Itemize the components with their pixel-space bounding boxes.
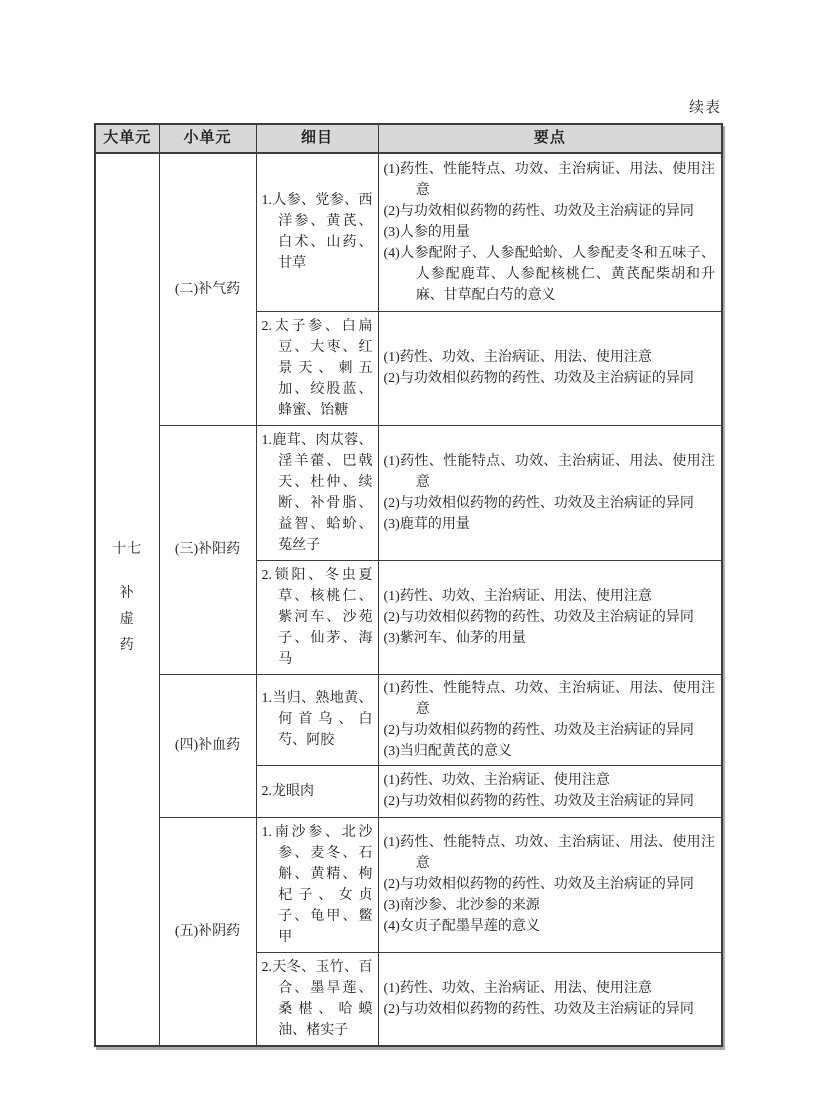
cell-points: (1)药性、性能特点、功效、主治病证、用法、使用注意 (2)与功效相似药物的药性、功效及主治病证的异同 (3)当归配黄芪的意义 (378, 674, 722, 765)
header-item: 细目 (256, 124, 378, 153)
continued-table-label: 续表 (688, 100, 721, 116)
document-page (94, 96, 723, 1047)
table-row (95, 153, 722, 311)
cell-points: (1)药性、功效、主治病证、用法、使用注意 (2)与功效相似药物的药性、功效及主治病证的异同 (378, 952, 722, 1046)
cell-points: (1)药性、性能特点、功效、主治病证、用法、使用注意 (2)与功效相似药物的药性、功效及主治病证的异同 (3)鹿茸的用量 (378, 425, 722, 560)
cell-sub-unit-buyin: (五)补阴药 (159, 817, 256, 1046)
cell-points: (1)药性、性能特点、功效、主治病证、用法、使用注意 (2)与功效相似药物的药性、功效及主治病证的异同 (3)南沙参、北沙参的来源 (4)女贞子配墨旱莲的意义 (378, 817, 722, 952)
cell-sub-unit-buyang: (三)补阳药 (159, 425, 256, 674)
header-points: 要点 (378, 124, 722, 153)
syllabus-table (94, 123, 723, 1047)
cell-item: 2.锁阳、冬虫夏草、核桃仁、紫河车、沙苑子、仙茅、海马 (256, 560, 378, 674)
cell-item: 1.南沙参、北沙参、麦冬、石斛、黄精、枸杞子、女贞子、龟甲、鳖甲 (256, 817, 378, 952)
header-row (95, 124, 722, 153)
cell-item: 2.太子参、白扁豆、大枣、红景天、刺五加、绞股蓝、蜂蜜、饴糖 (256, 311, 378, 425)
cell-item: 1.鹿茸、肉苁蓉、淫羊藿、巴戟天、杜仲、续断、补骨脂、益智、蛤蚧、菟丝子 (256, 425, 378, 560)
cell-points: (1)药性、功效、主治病证、用法、使用注意 (2)与功效相似药物的药性、功效及主治病证的异同 (3)紫河车、仙茅的用量 (378, 560, 722, 674)
cell-sub-unit-buqi: (二)补气药 (159, 153, 256, 425)
cell-item: 1.当归、熟地黄、何首乌、白芍、阿胶 (256, 674, 378, 765)
cell-item: 2.天冬、玉竹、百合、墨旱莲、桑椹、哈蟆油、楮实子 (256, 952, 378, 1046)
cell-points: (1)药性、功效、主治病证、用法、使用注意 (2)与功效相似药物的药性、功效及主治病证的异同 (378, 311, 722, 425)
cell-major-unit (95, 153, 159, 1046)
major-unit-name: 补 虚 药 (119, 586, 135, 654)
table-row (95, 674, 722, 765)
header-sub-unit: 小单元 (159, 124, 256, 153)
table-row (95, 817, 722, 952)
cell-item: 2.龙眼肉 (256, 765, 378, 817)
major-unit-number: 十七 (112, 542, 143, 558)
header-major-unit: 大单元 (95, 124, 159, 153)
cell-points: (1)药性、功效、主治病证、使用注意 (2)与功效相似药物的药性、功效及主治病证的异同 (378, 765, 722, 817)
cell-points: (1)药性、性能特点、功效、主治病证、用法、使用注意 (2)与功效相似药物的药性、功效及主治病证的异同 (3)人参的用量 (4)人参配附子、人参配蛤蚧、人参配麦冬和五味子、人参配鹿茸、人参配核桃仁、黄芪配柴胡和升麻、甘草配白芍的意义 (378, 153, 722, 311)
cell-sub-unit-buxue: (四)补血药 (159, 674, 256, 817)
cell-item: 1.人参、党参、西洋参、黄芪、白术、山药、甘草 (256, 153, 378, 311)
table-row (95, 425, 722, 560)
